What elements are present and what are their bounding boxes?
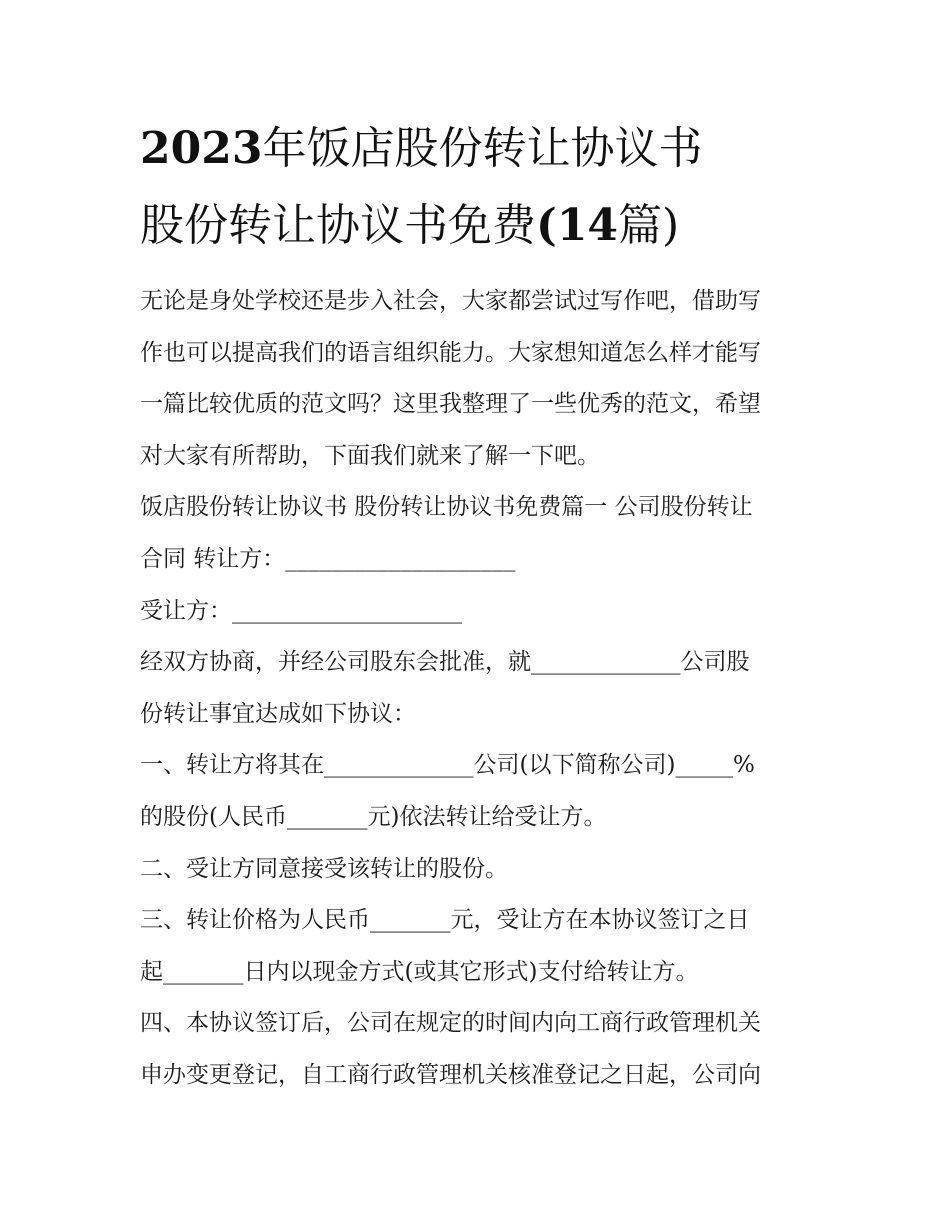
title-year: 2023 — [140, 123, 263, 174]
body-line: 对大家有所帮助，下面我们就来了解一下吧。 — [140, 442, 600, 469]
body-line: 份转让事宜达成如下协议： — [140, 700, 416, 727]
title-line-1-text: 年饭店股份转让协议书 — [262, 123, 703, 174]
document-title-line-2 — [140, 198, 840, 254]
body-line: 无论是身处学校还是步入社会，大家都尝试过写作吧，借助写 — [140, 288, 761, 314]
body-line: 受让方：____________________ — [140, 597, 462, 624]
body-line: 作也可以提高我们的语言组织能力。大家想知道怎么样才能写 — [140, 339, 761, 366]
body-line: 合同 转让方：____________________ — [140, 545, 516, 572]
body-line: 的股份(人民币_______元)依法转让给受让方。 — [140, 803, 607, 830]
body-line: 一、转让方将其在_____________公司(以下简称公司)_____% — [140, 752, 755, 779]
body-line: 申办变更登记，自工商行政管理机关核准登记之日起，公司向 — [140, 1061, 761, 1088]
body-line: 二、受让方同意接受该转让的股份。 — [140, 855, 508, 882]
title-line-2-end: 篇) — [618, 200, 680, 251]
body-line: 起_______日内以现金方式(或其它形式)支付给转让方。 — [140, 958, 699, 985]
body-line: 饭店股份转让协议书 股份转让协议书免费篇一 公司股份转让 — [140, 494, 753, 521]
document-body — [140, 276, 816, 1102]
body-line: 经双方协商，并经公司股东会批准，就_____________公司股 — [140, 649, 750, 676]
body-line: 三、转让价格为人民币_______元，受让方在本协议签订之日 — [140, 907, 750, 934]
title-count: (14 — [536, 200, 619, 251]
body-line: 四、本协议签订后，公司在规定的时间内向工商行政管理机关 — [140, 1010, 761, 1037]
document-title-line-1 — [140, 121, 840, 177]
body-line: 一篇比较优质的范文吗？这里我整理了一些优秀的范文，希望 — [140, 391, 761, 418]
title-line-2-text: 股份转让协议书免费 — [140, 200, 536, 251]
